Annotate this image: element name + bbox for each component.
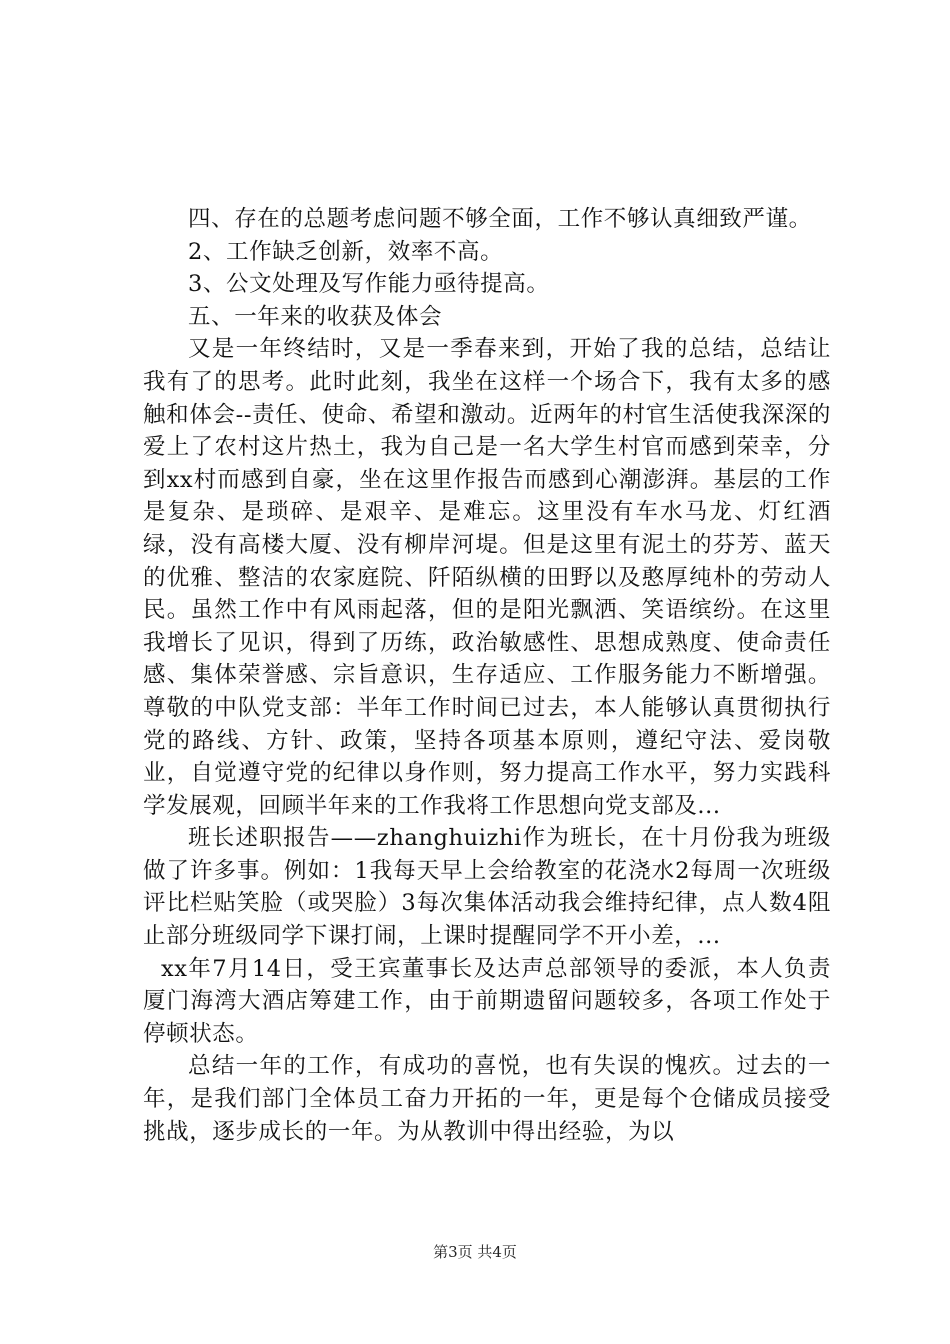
paragraph-hotel-preparation: xx年7月14日，受王宾董事长及达声总部领导的委派，本人负责厦门海湾大酒店筹建工作，由于前期遗留问题较多，各项工作处于停顿状态。 bbox=[143, 955, 831, 1047]
paragraph-year-summary: 又是一年终结时，又是一季春来到，开始了我的总结，总结让我有了的思考。此时此刻，我坐在这样一个场合下，我有太多的感触和体会--责任、使命、希望和激动。近两年的村官生活使我深深的爱上了农村这片热土，我为自己是一名大学生村官而感到荣幸，分到xx村而感到自豪，坐在这里作报告而感到心潮澎湃。基层的工作是复杂、是琐碎、是艰辛、是难忘。这里没有车水马龙、灯红酒绿，没有高楼大厦、没有柳岸河堤。但是这里有泥土的芬芳、蓝天的优雅、整洁的农家庭院、阡陌纵横的田野以及憨厚纯朴的劳动人民。虽然工作中有风雨起落，但的是阳光飘洒、笑语缤纷。在这里我增长了见识，得到了历练，政治敏感性、思想成熟度、使命责任感、集体荣誉感、宗旨意识，生存适应、工作服务能力不断增强。尊敬的中队党支部：半年工作时间已过去，本人能够认真贯彻执行党的路线、方针、政策，坚持各项基本原则，遵纪守法、爱岗敬业，自觉遵守党的纪律以身作则，努力提高工作水平，努力实践科学发展观，回顾半年来的工作我将工作思想向党支部及... bbox=[143, 336, 831, 819]
paragraph-section-five: 五、一年来的收获及体会 bbox=[188, 303, 443, 330]
paragraph-section-four: 四、存在的总题考虑问题不够全面，工作不够认真细致严谨。 bbox=[188, 206, 812, 232]
paragraph-item-three: 3、公文处理及写作能力亟待提高。 bbox=[188, 271, 550, 298]
paragraph-class-monitor-report: 班长述职报告——zhanghuizhi作为班长，在十月份我为班级做了许多事。例如：1我每天早上会给教室的花浇水2每周一次班级评比栏贴笑脸（或哭脸）3每次集体活动我会维持纪律，点人数4阻止部分班级同学下课打闹，上课时提醒同学不开小差，... bbox=[143, 825, 831, 950]
page-number-footer: 第3页 共4页 bbox=[433, 1243, 517, 1261]
paragraph-item-two: 2、工作缺乏创新，效率不高。 bbox=[188, 238, 504, 265]
paragraph-annual-work-summary: 总结一年的工作，有成功的喜悦，也有失误的愧疚。过去的一年，是我们部门全体员工奋力开拓的一年，更是每个仓储成员接受挑战，逐步成长的一年。为从教训中得出经验，为以 bbox=[143, 1053, 831, 1145]
document-body bbox=[143, 203, 831, 1148]
